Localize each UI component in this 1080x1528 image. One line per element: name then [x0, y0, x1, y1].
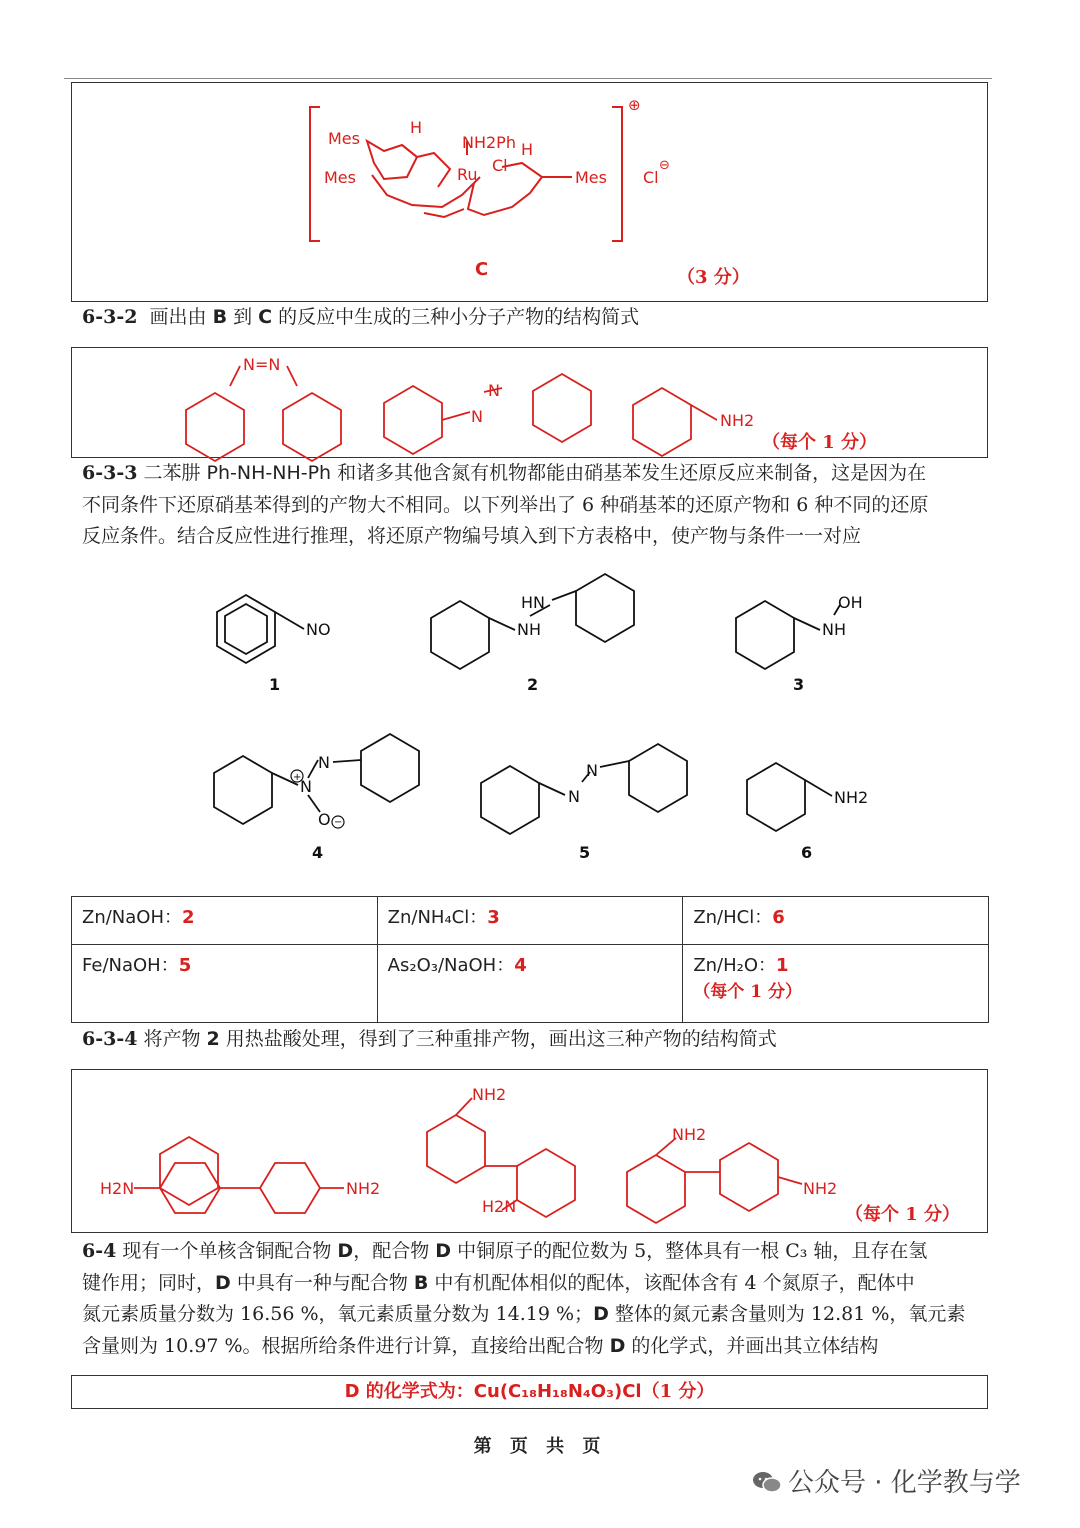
watermark — [752, 1462, 1021, 1499]
mes-label-1: Mes — [328, 129, 360, 148]
svg-text:+: + — [293, 772, 302, 783]
answer-number: 1 — [776, 954, 789, 976]
product-label-3: 3 — [793, 675, 805, 694]
p4-n1: N — [300, 777, 312, 796]
table-row — [72, 897, 989, 945]
azo-label: N=N — [243, 355, 281, 374]
answer-box-small-molecules — [71, 347, 988, 458]
condition-text: Zn/H₂O： — [693, 954, 777, 976]
nh2-label-1: NH2 — [346, 1179, 381, 1198]
formula-text: Ph-NH-NH-Ph — [206, 462, 332, 484]
table-cell — [683, 944, 989, 1022]
q-text: 的反应中生成的三种小分子产物的结构简式 — [272, 306, 640, 328]
p1-group: NO — [306, 620, 331, 639]
counterion-label: Cl — [643, 168, 659, 187]
p4-o: O — [318, 810, 331, 829]
question-number: 6-3-2 — [82, 306, 138, 328]
q-text: 含量则为 10.97 %。根据所给条件进行计算，直接给出配合物 — [82, 1334, 610, 1357]
condition-text: Zn/NaOH： — [82, 907, 183, 928]
watermark-text: 公众号 · 化学教与学 — [788, 1468, 1021, 1498]
q-text: 到 — [227, 306, 259, 328]
q-text: 不同条件下还原硝基苯得到的产物大不相同。以下列举出了 6 种硝基苯的还原产物和 6 种不同的还原 — [82, 493, 929, 516]
q-text: 将产物 — [137, 1028, 207, 1050]
q-text: 用热盐酸处理，得到了三种重排产物，画出这三种产物的结构简式 — [219, 1028, 777, 1050]
q-text: 键作用；同时， — [82, 1271, 216, 1294]
n-label-1: N — [471, 407, 483, 426]
page-footer: 第 页 共 页 — [473, 1436, 607, 1457]
svg-text:−: − — [334, 817, 343, 828]
nh2-label-2: NH2 — [472, 1085, 507, 1104]
compound-c-structure — [72, 83, 989, 303]
nh2-label: NH2 — [720, 411, 755, 430]
conditions-table — [71, 896, 989, 1023]
label-d: D — [593, 1303, 609, 1325]
condition-text: Zn/NH₄Cl： — [387, 907, 488, 928]
table-cell — [377, 944, 683, 1022]
table-score: （每个 1 分） — [693, 981, 802, 1002]
product-label-4: 4 — [312, 843, 324, 862]
answer-box-d — [71, 1375, 988, 1409]
question-6-4 — [82, 1236, 1002, 1362]
cl-label: Cl — [492, 156, 508, 175]
product-ref: 2 — [206, 1028, 220, 1050]
p3-nh: NH — [822, 620, 846, 639]
product-label-6: 6 — [801, 843, 813, 862]
condition-text: As₂O₃/NaOH： — [387, 954, 515, 976]
question-number: 6-3-3 — [82, 462, 138, 484]
label-d: D — [215, 1271, 231, 1294]
h-label-1: H — [410, 118, 423, 137]
p2-nh: NH — [517, 620, 541, 639]
question-6-3-2 — [82, 302, 1002, 334]
label-d: D — [337, 1240, 354, 1262]
table-cell — [72, 944, 378, 1022]
answer-formula: Cu(C₁₈H₁₈N₄O₃)Cl — [473, 1381, 642, 1402]
q-text: 画出由 — [149, 306, 213, 328]
q-text: 反应条件。结合反应性进行推理，将还原产物编号填入到下方表格中，使产物与条件一一对应 — [82, 525, 862, 547]
label-d: D — [435, 1240, 452, 1262]
nh2-label-3: NH2 — [672, 1125, 707, 1144]
h2n-label-2: H2N — [482, 1197, 517, 1216]
table-cell — [683, 897, 989, 945]
answer-number: 4 — [514, 954, 527, 976]
q-text: 和诸多其他含氮有机物都能由硝基苯发生还原反应来制备，这是因为在 — [331, 462, 927, 484]
p3-oh: OH — [838, 593, 863, 612]
answer-box-compound-c — [71, 82, 988, 302]
products-figure — [0, 560, 1080, 880]
label-b: B — [413, 1271, 429, 1294]
question-number: 6-3-4 — [82, 1028, 138, 1050]
score-c: （3 分） — [677, 267, 750, 288]
n-label-2: N — [488, 381, 500, 400]
table-cell — [72, 897, 378, 945]
question-6-3-3 — [82, 458, 1002, 553]
answer-number: 2 — [182, 907, 195, 928]
question-number: 6-4 — [82, 1240, 117, 1262]
compound-c-label: C — [475, 259, 489, 280]
q-text: 中有机配体相似的配体，该配体含有 4 个氮原子，配体中 — [428, 1271, 915, 1294]
h2n-label: H2N — [100, 1179, 135, 1198]
answer-prefix: D 的化学式为： — [344, 1381, 474, 1402]
q-text: 中铜原子的配位数为 5，整体具有一根 C₃ 轴，且存在氢 — [451, 1240, 928, 1262]
p4-n2: N — [318, 753, 330, 772]
condition-text: Zn/HCl： — [693, 907, 773, 928]
score-small-molecules: （每个 1 分） — [762, 432, 878, 453]
top-rule — [64, 78, 992, 79]
nh2-label-4: NH2 — [803, 1179, 838, 1198]
product-label-5: 5 — [579, 843, 591, 862]
mes-label-2: Mes — [324, 168, 356, 187]
table-row — [72, 944, 989, 1022]
p5-n1: N — [568, 787, 580, 806]
wechat-icon — [752, 1470, 782, 1494]
table-cell — [377, 897, 683, 945]
h-label-2: H — [521, 140, 534, 159]
q-text: ，配合物 — [353, 1240, 436, 1262]
mes-label-3: Mes — [575, 168, 607, 187]
q-text: 整体的氮元素含量则为 12.81 %，氧元素 — [608, 1303, 966, 1325]
ru-label: Ru — [457, 165, 478, 184]
nh2ph-label: NH2Ph — [462, 133, 516, 152]
question-6-3-4 — [82, 1024, 1002, 1056]
answer-number: 3 — [487, 907, 500, 928]
answer-box-rearrangement — [71, 1069, 988, 1233]
score-rearrangement: （每个 1 分） — [845, 1204, 961, 1225]
answer-number: 6 — [772, 907, 785, 928]
condition-text: Fe/NaOH： — [82, 954, 179, 976]
q-text: 现有一个单核含铜配合物 — [116, 1240, 338, 1262]
q-text: 氮元素质量分数为 16.56 %，氧元素质量分数为 14.19 %； — [82, 1303, 594, 1325]
label-c: C — [258, 306, 273, 328]
q-text: 二苯肼 — [143, 462, 207, 484]
label-b: B — [212, 306, 228, 328]
answer-score: （1 分） — [641, 1381, 715, 1402]
q-text: 中具有一种与配合物 — [230, 1271, 414, 1294]
p5-n2: N — [586, 761, 598, 780]
p2-hn: HN — [521, 593, 545, 612]
p6-nh2: NH2 — [834, 788, 869, 807]
charge-plus: ⊕ — [628, 96, 641, 114]
q-text: 的化学式，并画出其立体结构 — [625, 1334, 879, 1357]
counterion-charge: ⊖ — [659, 158, 670, 173]
product-label-1: 1 — [269, 675, 281, 694]
answer-number: 5 — [178, 954, 192, 976]
product-label-2: 2 — [527, 675, 539, 694]
label-d: D — [609, 1334, 626, 1357]
